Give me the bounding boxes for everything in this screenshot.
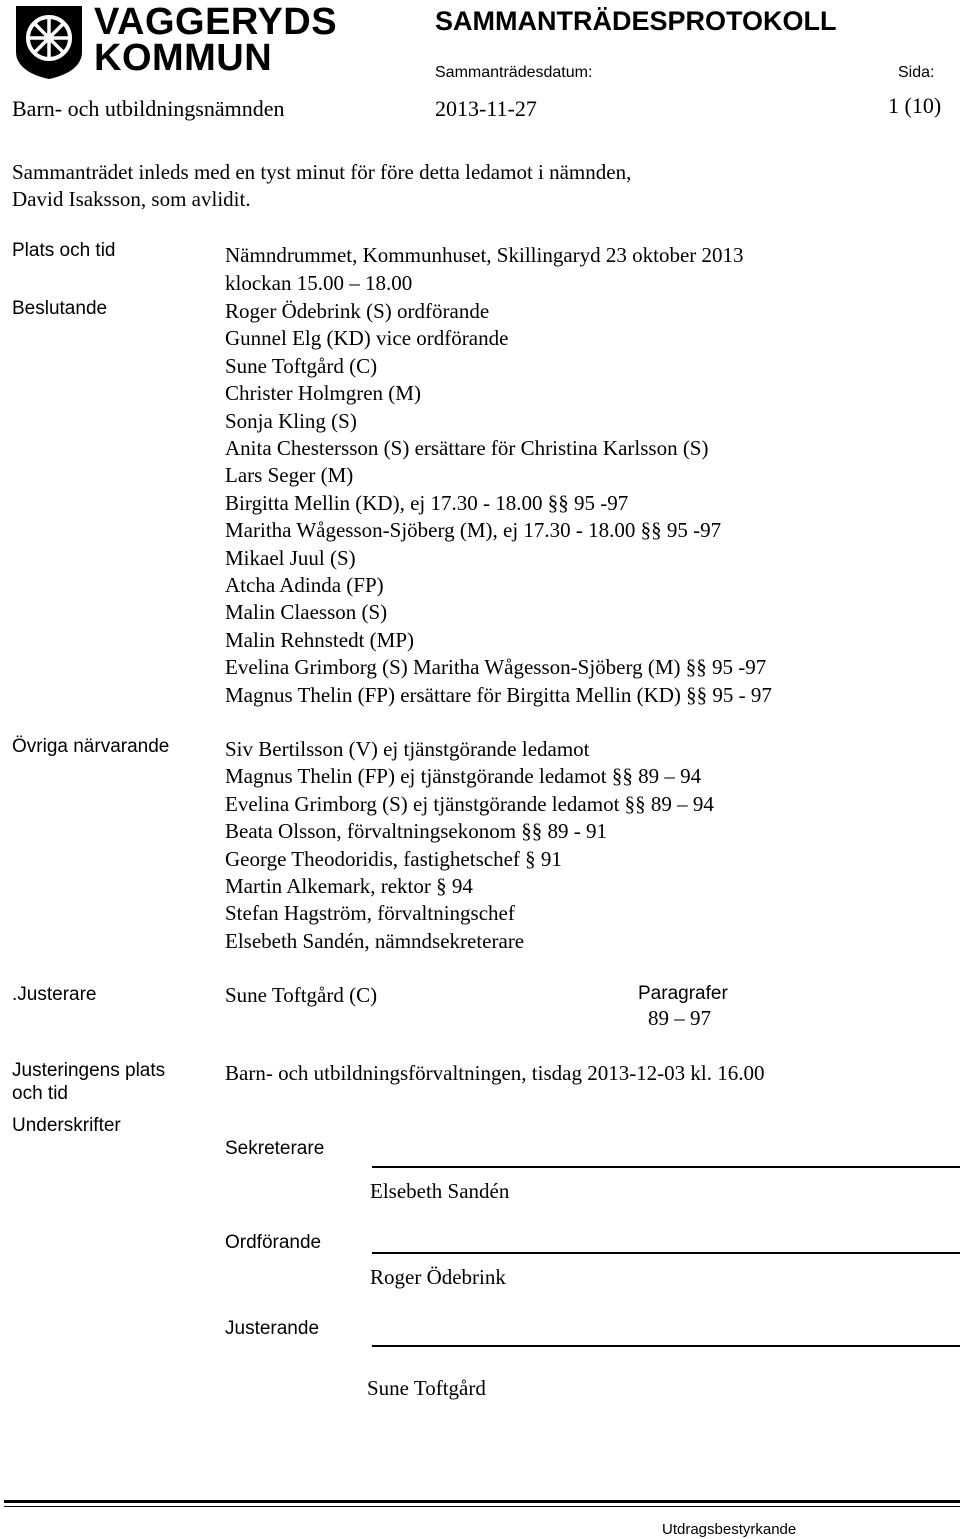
- other-attendee: George Theodoridis, fastighetschef § 91: [225, 846, 562, 871]
- deciding-member: Birgitta Mellin (KD), ej 17.30 - 18.00 §§ 95 -97: [225, 490, 629, 515]
- intro-line-2: David Isaksson, som avlidit.: [12, 187, 251, 211]
- adjuster-name: Sune Toftgård (C): [225, 983, 378, 1007]
- deciding-member: Malin Claesson (S): [225, 600, 388, 625]
- intro-line-1: Sammanträdet inleds med en tyst minut för före detta ledamot i nämnden,: [12, 160, 632, 184]
- adjustment-place-label-1: Justeringens plats: [12, 1060, 166, 1081]
- deciding-member: Magnus Thelin (FP) ersättare för Birgitta Mellin (KD) §§ 95 - 97: [225, 682, 772, 707]
- paragraphs-value: 89 – 97: [648, 1006, 711, 1030]
- logo-line-2: KOMMUN: [94, 37, 273, 79]
- chair-name: Roger Ödebrink: [370, 1265, 506, 1289]
- other-attendee: Beata Olsson, förvaltningsekonom §§ 89 - 91: [225, 819, 608, 844]
- logo-line-1: VAGGERYDS: [94, 1, 338, 43]
- adjuster-label: .Justerare: [12, 984, 97, 1005]
- adjuster-signature-name: Sune Toftgård: [367, 1376, 486, 1400]
- deciding-member: Gunnel Elg (KD) vice ordförande: [225, 326, 509, 351]
- footer-divider: [4, 1506, 960, 1507]
- deciding-label: Beslutande: [12, 298, 108, 319]
- deciding-member: Mikael Juul (S): [225, 545, 356, 570]
- other-attendee: Siv Bertilsson (V) ej tjänstgörande ledamot: [225, 737, 590, 761]
- adjuster-signature-label: Justerande: [225, 1318, 320, 1339]
- other-attendee: Evelina Grimborg (S) ej tjänstgörande ledamot §§ 89 – 94: [225, 791, 714, 816]
- others-label: Övriga närvarande: [12, 736, 170, 757]
- place-time-line-1: Nämndrummet, Kommunhuset, Skillingaryd 23 oktober 2013: [225, 243, 744, 267]
- deciding-member: Sune Toftgård (C): [225, 353, 378, 378]
- deciding-member: Atcha Adinda (FP): [225, 573, 384, 598]
- deciding-members-list: [225, 298, 772, 709]
- page-label: Sida:: [898, 64, 935, 81]
- secretary-label: Sekreterare: [225, 1138, 325, 1159]
- chair-signature-line: [372, 1252, 960, 1254]
- place-time-label: Plats och tid: [12, 240, 116, 261]
- paragraphs-label: Paragrafer: [638, 983, 728, 1004]
- signatures-label: Underskrifter: [12, 1115, 121, 1136]
- deciding-member: Lars Seger (M): [225, 463, 354, 488]
- others-members-list: [225, 736, 714, 955]
- deciding-member: Christer Holmgren (M): [225, 381, 421, 406]
- deciding-member: Sonja Kling (S): [225, 408, 357, 433]
- certification-label: Utdragsbestyrkande: [662, 1521, 797, 1538]
- deciding-member: Maritha Wågesson-Sjöberg (M), ej 17.30 - 18.00 §§ 95 -97: [225, 518, 722, 543]
- adjustment-place-value: Barn- och utbildningsförvaltningen, tisdag 2013-12-03 kl. 16.00: [225, 1061, 765, 1085]
- chair-label: Ordförande: [225, 1232, 322, 1253]
- deciding-member: Roger Ödebrink (S) ordförande: [225, 299, 490, 323]
- place-time-line-2: klockan 15.00 – 18.00: [225, 271, 413, 295]
- deciding-member: Evelina Grimborg (S) Maritha Wågesson-Sjöberg (M) §§ 95 -97: [225, 655, 767, 680]
- adjuster-signature-line: [372, 1345, 960, 1347]
- secretary-signature-line: [372, 1166, 960, 1168]
- other-attendee: Stefan Hagström, förvaltningschef: [225, 901, 515, 926]
- page-number: 1 (10): [888, 93, 942, 118]
- other-attendee: Magnus Thelin (FP) ej tjänstgörande ledamot §§ 89 – 94: [225, 764, 702, 789]
- document-title: SAMMANTRÄDESPROTOKOLL: [435, 6, 837, 36]
- meeting-date: 2013-11-27: [435, 96, 537, 121]
- deciding-member: Malin Rehnstedt (MP): [225, 627, 414, 652]
- other-attendee: Elsebeth Sandén, nämndsekreterare: [225, 928, 525, 953]
- other-attendee: Martin Alkemark, rektor § 94: [225, 874, 473, 899]
- secretary-name: Elsebeth Sandén: [370, 1179, 510, 1203]
- footer-rule: [4, 1500, 960, 1503]
- deciding-member: Anita Chestersson (S) ersättare för Christina Karlsson (S): [225, 436, 709, 461]
- adjustment-place-label-2: och tid: [12, 1083, 68, 1104]
- meeting-date-label: Sammanträdesdatum:: [435, 64, 593, 81]
- coat-of-arms-icon: [12, 4, 86, 80]
- committee-name: Barn- och utbildningsnämnden: [12, 96, 285, 121]
